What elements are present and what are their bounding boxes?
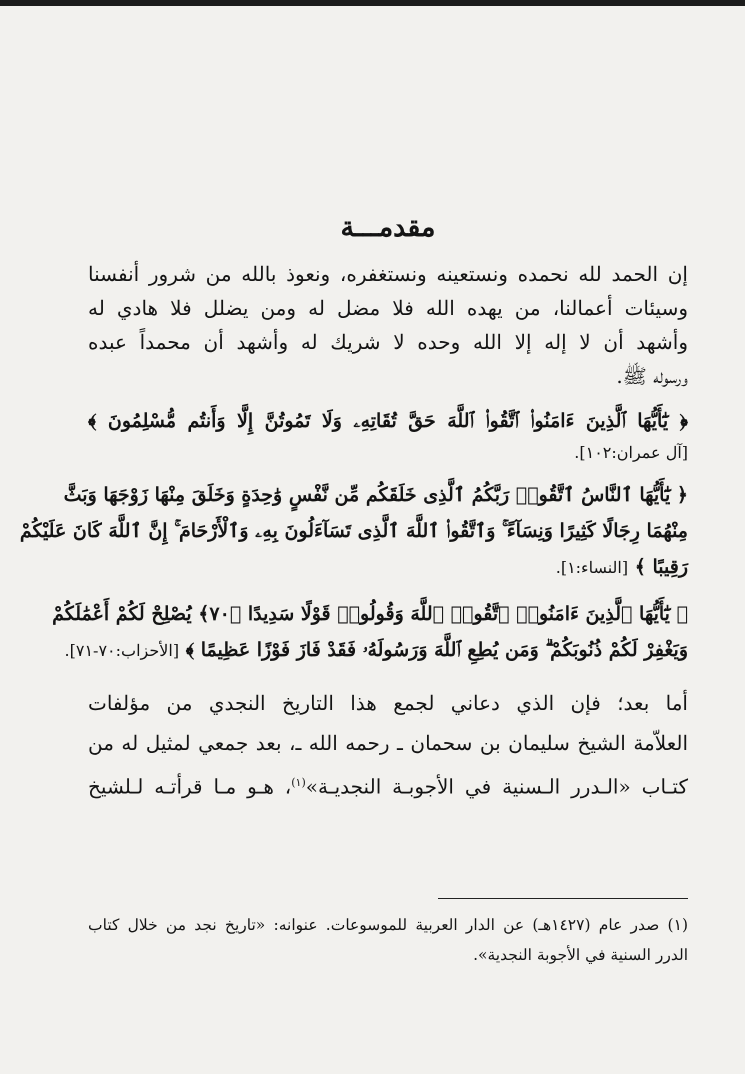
intro-line: إن الحمد لله نحمده ونستعينه ونستغفره، ونعوذ بالله من شرور أنفسنا <box>88 262 688 286</box>
intro-line: ورسوله ﷺ. <box>616 364 688 388</box>
footnote-line: الدرر السنية في الأجوبة النجدية». <box>473 946 688 964</box>
intro-line: وسيئات أعمالنا، من يهده الله فلا مضل له ومن يضلل فلا هادي له <box>88 296 688 320</box>
quran-verse-1 <box>88 403 688 467</box>
main-line-text: كتـاب «الـدرر الـسنية في الأجوبـة النجديـة» <box>305 774 688 799</box>
verse-reference: [النساء:١]. <box>555 558 629 577</box>
main-line <box>88 763 688 807</box>
quran-verse-2 <box>19 477 688 586</box>
main-line: العلاّمة الشيخ سليمان بن سحمان ـ رحمه الله ـ، بعد جمعي لمثيل له من <box>88 731 688 755</box>
verse-line: ﴿ يَٰٓأَيُّهَا ٱلَّذِينَ ءَامَنُوا۟ ٱتَّقُوا۟ ٱللَّهَ حَقَّ تُقَاتِهِۦ وَلَا تَمُوتُنَّ إِلَّا وَأَنتُم مُّسْلِمُونَ ﴾ <box>88 410 688 432</box>
footnote-divider <box>438 898 688 899</box>
verse-line: ﴿ يَٰٓأَيُّهَا ٱلنَّاسُ ٱتَّقُوا۟ رَبَّكُمُ ٱلَّذِى خَلَقَكُم مِّن نَّفْسٍ وَٰحِدَةٍ وَخَلَقَ مِنْهَا زَوْجَهَا وَبَثَّ <box>63 484 688 506</box>
page-title: مقدمـــة <box>340 212 436 243</box>
footnote <box>88 910 688 970</box>
main-paragraph <box>88 683 688 807</box>
main-line: أما بعد؛ فإن الذي دعاني لجمع هذا التاريخ النجدي من مؤلفات <box>88 691 688 715</box>
quran-verse-3 <box>52 596 688 669</box>
page-top-edge <box>0 0 745 6</box>
main-line-text: ، هـو مـا قرأتـه لـلشيخ <box>88 774 292 799</box>
verse-line-text: وَيَغْفِرْ لَكُمْ ذُنُوبَكُمْ ۗ وَمَن يُطِعِ ٱللَّهَ وَرَسُولَهُۥ فَقَدْ فَازَ فَوْزًا عَظِيمًا ﴾ <box>185 639 688 661</box>
intro-line: وأشهد أن لا إله إلا الله وحده لا شريك له وأشهد أن محمداً عبده <box>88 330 688 354</box>
verse-line: مِنْهُمَا رِجَالًا كَثِيرًا وَنِسَآءً ۚ وَٱتَّقُوا۟ ٱللَّهَ ٱلَّذِى تَسَآءَلُونَ بِهِۦ وَٱلْأَرْحَامَ ۚ إِنَّ ٱللَّهَ كَانَ عَلَيْكُمْ <box>19 520 688 542</box>
document-page <box>19 60 688 1050</box>
footnote-line: (١) صدر عام (١٤٢٧هـ) عن الدار العربية للموسوعات. عنوانه: «تاريخ نجد من خلال كتاب <box>88 916 688 934</box>
verse-line <box>88 549 688 586</box>
verse-line <box>64 632 688 669</box>
verse-reference: [آل عمران:١٠٢]. <box>574 443 688 462</box>
verse-line-text: رَقِيبًا ﴾ <box>634 556 688 578</box>
footnote-marker: (١) <box>291 776 306 789</box>
verse-line: ﴿ يَٰٓأَيُّهَا ٱلَّذِينَ ءَامَنُوا۟ ٱتَّقُوا۟ ٱللَّهَ وَقُولُوا۟ قَوْلًا سَدِيدًا ﴿٧٠﴾ يُصْلِحْ لَكُمْ أَعْمَٰلَكُمْ <box>52 603 688 625</box>
intro-paragraph <box>88 257 688 393</box>
verse-reference: [الأحزاب:٧٠-٧١]. <box>64 641 180 660</box>
